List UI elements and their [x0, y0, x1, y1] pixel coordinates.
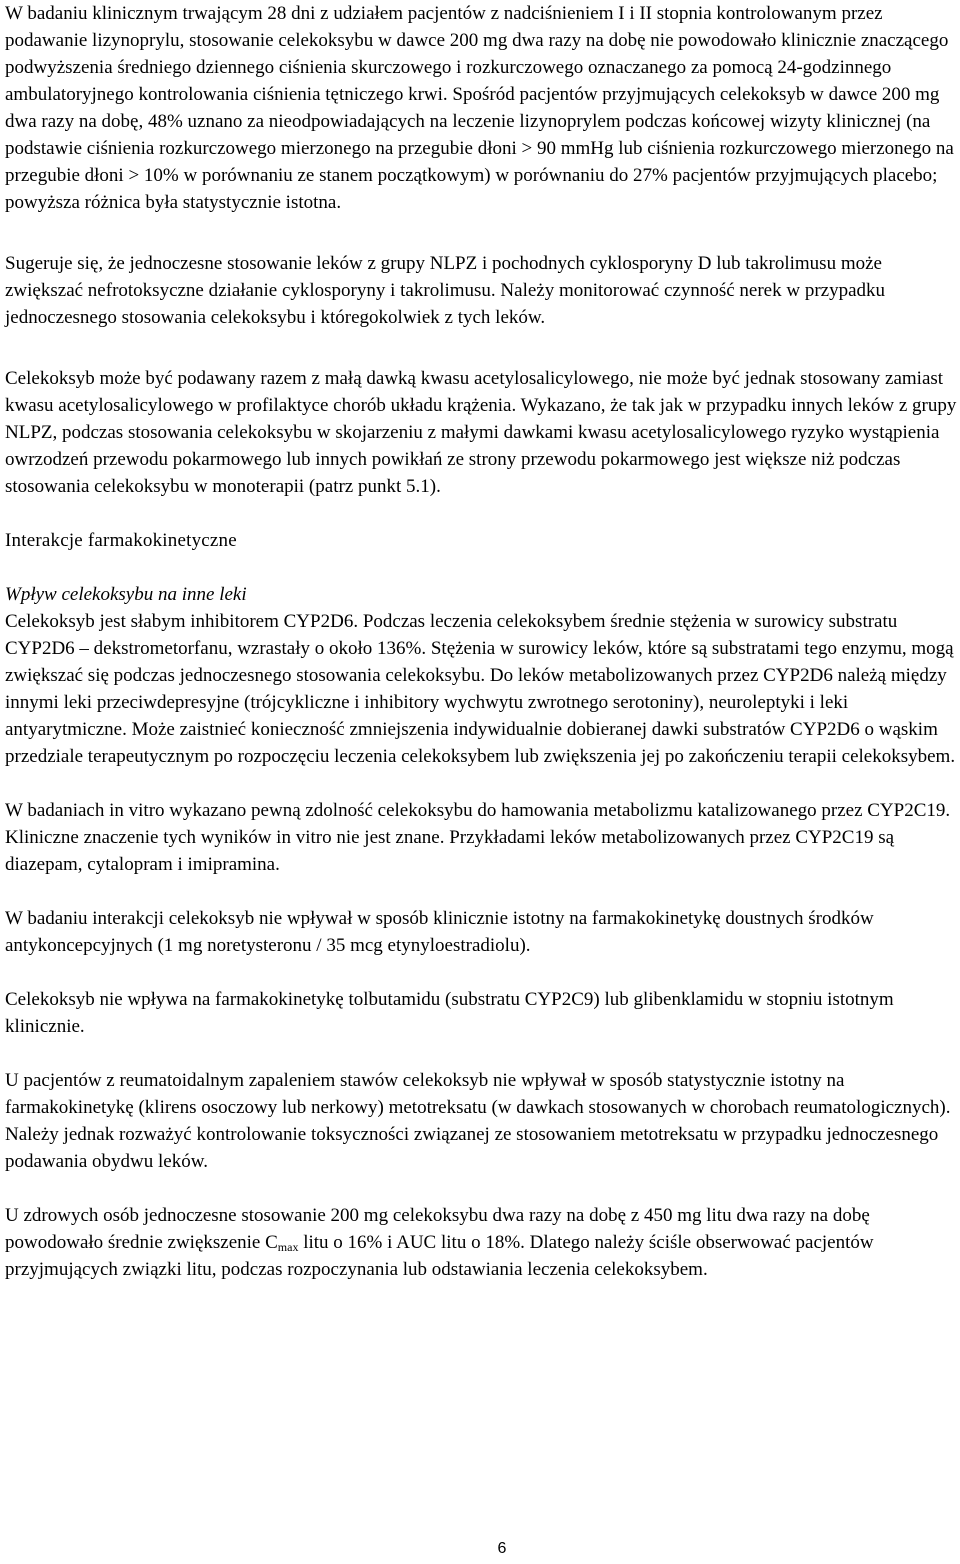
paragraph-tolbutamide: Celekoksyb nie wpływa na farmakokinetykę tolbutamidu (substratu CYP2C9) lub glibenklamidu w stopniu istotnym klinicznie.: [5, 989, 894, 1037]
paragraph-acetylsalicylic-acid: Celekoksyb może być podawany razem z małą dawką kwasu acetylosalicylowego, nie może być jednak stosowany zamiast kwasu acetylosalicylowego w profilaktyce chorób układu krążenia. Wykazano, że tak jak w przypadku innych leków z grupy NLPZ, podczas stosowania celekoksybu w skojarzeniu z małymi dawkami kwasu acetylosalicylowego ryzyko wystąpienia owrzodzeń przewodu pokarmowego lub innych powikłań ze strony przewodu pokarmowego jest większe niż podczas stosowania celekoksybu w monoterapii (patrz punkt 5.1).: [5, 368, 957, 497]
page-number: 6: [497, 1540, 507, 1557]
paragraph-cyp2c19: W badaniach in vitro wykazano pewną zdolność celekoksybu do hamowania metabolizmu katalizowanego przez CYP2C19. Kliniczne znaczenie tych wyników in vitro nie jest znane. Przykładami leków metabolizowanych przez CYP2C19 są diazepam, cytalopram i imipramina.: [5, 800, 951, 875]
paragraph-lisinopril-study: W badaniu klinicznym trwającym 28 dni z udziałem pacjentów z nadciśnieniem I i II stopnia kontrolowanym przez podawanie lizynoprylu, stosowanie celekoksybu w dawce 200 mg dwa razy na dobę nie powodowało klinicznie znaczącego podwyższenia średniego dziennego ciśnienia skurczowego i rozkurczowego oznaczanego za pomocą 24-godzinnego ambulatoryjnego kontrolowania ciśnienia tętniczego krwi. Spośród pacjentów przyjmujących celekoksyb w dawce 200 mg dwa razy na dobę, 48% uznano za nieodpowiadających na leczenie lizynoprylem podczas końcowej wizyty klinicznej (na podstawie ciśnienia rozkurczowego mierzonego na przegubie dłoni > 90 mmHg lub ciśnienia rozkurczowego mierzonego na przegubie dłoni > 10% w porównaniu ze stanem początkowym) w porównaniu do 27% pacjentów przyjmujących placebo; powyższa różnica była statystycznie istotna.: [5, 3, 954, 213]
paragraph-lithium: [5, 1202, 957, 1283]
paragraph-cyclosporine-tacrolimus: Sugeruje się, że jednoczesne stosowanie leków z grupy NLPZ i pochodnych cyklosporyny D lub takrolimusu może zwiększać nefrotoksyczne działanie cyklosporyny i takrolimusu. Należy monitorować czynność nerek w przypadku jednoczesnego stosowania celekoksybu i któregokolwiek z tych leków.: [5, 253, 886, 328]
paragraph-oral-contraceptives: W badaniu interakcji celekoksyb nie wpływał w sposób klinicznie istotny na farmakokinetykę doustnych środków antykoncepcyjnych (1 mg noretysteronu / 35 mcg etynyloestradiolu).: [5, 908, 874, 956]
section-heading-pharmacokinetic-interactions: Interakcje farmakokinetyczne: [5, 530, 237, 551]
cmax-subscript: max: [277, 1240, 299, 1254]
lithium-text-before: U zdrowych osób jednoczesne stosowanie 200 mg celekoksybu dwa razy na dobę z 450 mg litu dwa razy na dobę powodowało średnie zwiększenie C: [5, 1205, 870, 1253]
paragraph-cyp2d6: Celekoksyb jest słabym inhibitorem CYP2D6. Podczas leczenia celekoksybem średnie stężenia w surowicy substratu CYP2D6 – dekstrometorfanu, wzrastały o około 136%. Stężenia w surowicy leków, które są substratami tego enzymu, mogą zwiększać się podczas jednoczesnego stosowania celekoksybu. Do leków metabolizowanych przez CYP2D6 należą między innymi leki przeciwdepresyjne (trójcykliczne i inhibitory wychwytu zwrotnego serotoniny), neuroleptyki i leki antyarytmiczne. Może zaistnieć konieczność zmniejszenia indywidualnie dobieranej dawki substratów CYP2D6 o wąskim przedziale terapeutycznym po rozpoczęciu leczenia celekoksybem lub zwiększenia jej po zakończeniu terapii celekoksybem.: [5, 611, 956, 767]
subsection-heading: Wpływ celekoksybu na inne leki: [5, 584, 247, 605]
subsection-effect-on-other-drugs: [5, 581, 957, 770]
paragraph-methotrexate: U pacjentów z reumatoidalnym zapaleniem stawów celekoksyb nie wpływał w sposób statystycznie istotny na farmakokinetykę (klirens osoczowy lub nerkowy) metotreksatu (w dawkach stosowanych w chorobach reumatologicznych). Należy jednak rozważyć kontrolowanie toksyczności związanej ze stosowaniem metotreksatu w przypadku jednoczesnego podawania obydwu leków.: [5, 1070, 951, 1172]
document-body: [5, 0, 957, 1310]
lithium-text-after: litu o 16% i AUC litu o 18%. Dlatego należy ściśle obserwować pacjentów przyjmujących związki litu, podczas rozpoczynania lub odstawiania leczenia celekoksybem.: [5, 1232, 874, 1280]
